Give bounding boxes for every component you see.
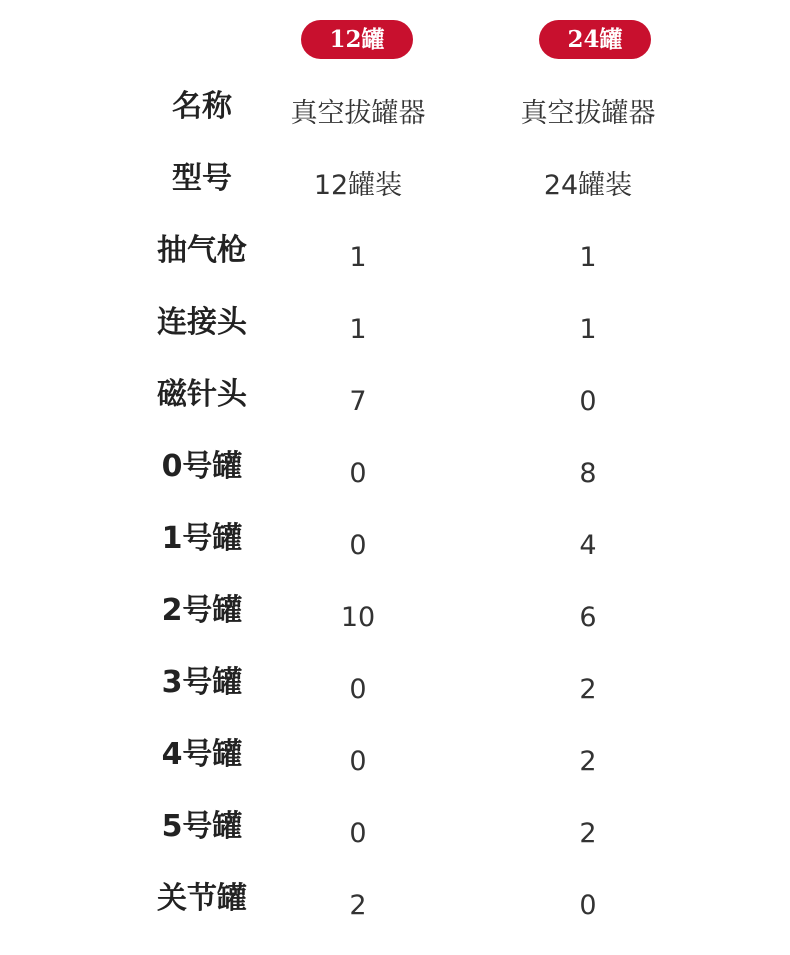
row-label: 5号罐 [161,809,243,844]
table-row [0,720,790,792]
row-value-12: 12罐装 [313,170,403,201]
row-value-24: 1 [579,242,597,273]
row-value-24: 4 [579,530,597,561]
row-value-12: 0 [349,674,367,705]
row-value-24: 2 [579,746,597,777]
row-value-24: 6 [579,602,597,633]
table-row [0,216,790,288]
table-row [0,72,790,144]
row-label: 3号罐 [161,665,243,700]
row-value-12: 7 [349,386,367,417]
row-label: 抽气枪 [157,233,247,268]
row-value-24: 8 [579,458,597,489]
table-row [0,432,790,504]
row-value-24: 2 [579,818,597,849]
table-row [0,360,790,432]
row-value-24: 1 [579,314,597,345]
row-label: 4号罐 [161,737,243,772]
row-label: 2号罐 [161,593,243,628]
table-row [0,864,790,936]
table-row [0,648,790,720]
row-value-24: 24罐装 [543,170,633,201]
row-value-24: 真空拔罐器 [520,98,656,129]
table-row [0,144,790,216]
row-value-24: 2 [579,674,597,705]
row-value-12: 0 [349,458,367,489]
row-value-24: 0 [579,386,597,417]
row-label: 磁针头 [157,377,247,412]
row-value-12: 0 [349,530,367,561]
row-label: 连接头 [157,305,247,340]
row-value-12: 1 [349,314,367,345]
column-header-12-cans: 12罐 [301,20,413,59]
row-value-12: 1 [349,242,367,273]
comparison-table [0,72,790,936]
row-value-12: 2 [349,890,367,921]
table-row [0,576,790,648]
row-value-12: 0 [349,746,367,777]
table-row [0,792,790,864]
row-label: 1号罐 [161,521,243,556]
row-label: 关节罐 [157,881,247,916]
row-value-12: 10 [340,602,376,633]
row-label: 0号罐 [161,449,243,484]
table-header [0,20,790,60]
row-label: 名称 [172,89,232,124]
row-label: 型号 [172,161,232,196]
table-row [0,504,790,576]
row-value-12: 0 [349,818,367,849]
row-value-24: 0 [579,890,597,921]
row-value-12: 真空拔罐器 [290,98,426,129]
column-header-24-cans: 24罐 [539,20,651,59]
table-row [0,288,790,360]
